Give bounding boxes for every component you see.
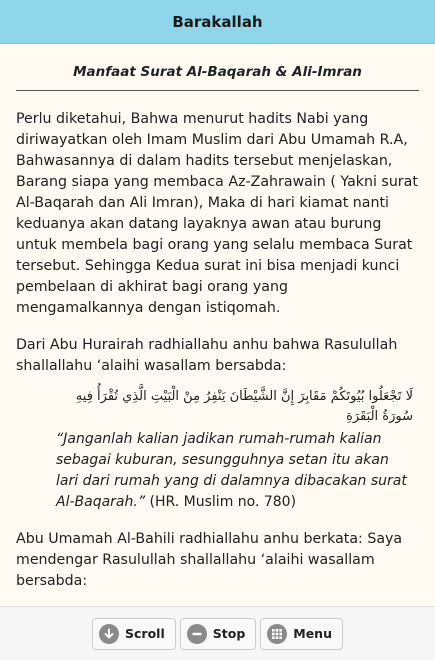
- bottom-toolbar: [0, 606, 435, 660]
- article-content[interactable]: [0, 44, 435, 606]
- menu-button-label: Menu: [293, 626, 332, 641]
- hadith-quote: [56, 387, 413, 513]
- hadith-reference: (HR. Muslim no. 780): [145, 494, 297, 510]
- app-bar: [0, 0, 435, 44]
- article-paragraph-hadith-intro: Dari Abu Hurairah radhiallahu anhu bahwa Rasulullah shallallahu ‘alaihi wasallam bersabda:: [16, 337, 398, 374]
- stop-button-label: Stop: [212, 626, 246, 641]
- hadith-translation: [56, 429, 413, 513]
- app-title: Barakallah: [172, 12, 263, 31]
- stop-button[interactable]: [180, 618, 257, 650]
- translation-text: “Janganlah kalian jadikan rumah-rumah kalian sebagai kuburan, sesungguhnya setan itu akan lari dari rumah yang di dalamnya dibacakan surat Al-Baqarah.”: [56, 431, 407, 510]
- scroll-button-label: Scroll: [125, 626, 165, 641]
- grid-circle-icon: [267, 624, 287, 644]
- arrow-down-circle-icon: [99, 624, 119, 644]
- menu-button[interactable]: [260, 618, 343, 650]
- minus-circle-icon: [187, 624, 207, 644]
- article-title: Manfaat Surat Al-Baqarah & Ali-Imran: [16, 64, 419, 91]
- arabic-text: لَا تَجْعَلُوا بُيُوتَكُمْ مَقَابِرَ إِنَّ الشَّيْطَانَ يَنْفِرُ مِنْ الْبَيْتِ الَّذِي تُقْرَأُ فِيهِ سُورَةُ الْبَقَرَةِ: [75, 389, 413, 424]
- article-paragraph-second-hadith: Abu Umamah Al-Bahili radhiallahu anhu berkata: Saya mendengar Rasulullah shallallahu ‘alaihi wasallam bersabda:: [16, 531, 403, 589]
- scroll-button[interactable]: [92, 618, 176, 650]
- article-paragraph-intro: Perlu diketahui, Bahwa menurut hadits Nabi yang diriwayatkan oleh Imam Muslim dari Abu Umamah R.A, Bahwasannya di dalam hadits tersebut menjelaskan, Barang siapa yang membaca Az-Zahrawain ( Yakni surat Al-Baqarah dan Ali Imran), Maka di hari kiamat nanti keduanya akan datang layaknya awan atau burung untuk membela bagi orang yang selalu membaca Surat tersebut. Sehingga Kedua surat ini bisa menjadi kunci pembelaan di akhirat bagi orang yang mengamalkannya dengan istiqomah.: [16, 111, 418, 316]
